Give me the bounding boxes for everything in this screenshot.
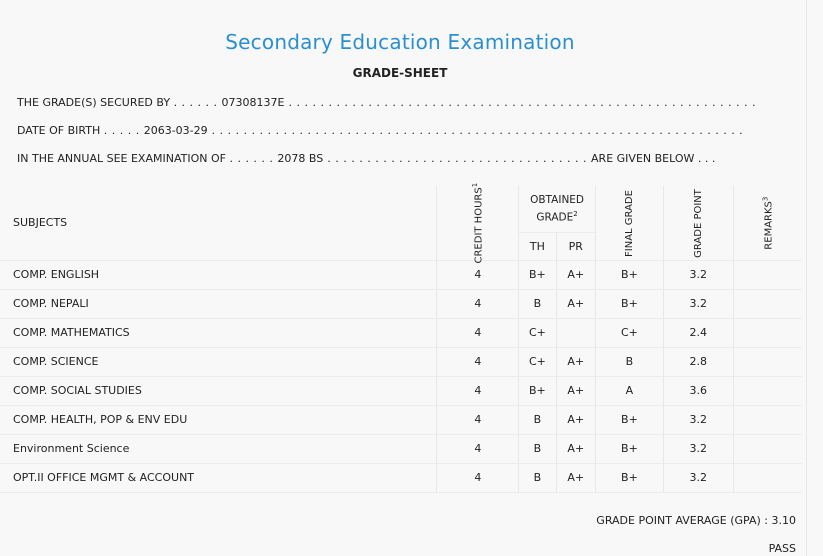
- table-row: [0, 405, 802, 434]
- remarks-cell: [733, 318, 802, 347]
- header-subjects: SUBJECTS: [0, 186, 437, 260]
- th-grade-cell: B: [519, 463, 556, 492]
- exam-year: 2078 BS: [277, 152, 324, 165]
- pr-grade-cell: A+: [556, 434, 595, 463]
- table-row: [0, 347, 802, 376]
- page-edge-divider: [806, 0, 807, 556]
- th-grade-cell: C+: [519, 347, 556, 376]
- final-grade-cell: C+: [595, 318, 663, 347]
- grade-point-cell: 2.8: [663, 347, 733, 376]
- remarks-cell: [733, 289, 802, 318]
- dob-value: 2063-03-29: [143, 124, 208, 137]
- final-grade-cell: B+: [595, 289, 663, 318]
- page-title: Secondary Education Examination: [225, 30, 575, 54]
- table-row: [0, 318, 802, 347]
- credit-cell: 4: [437, 405, 519, 434]
- pr-grade-cell: A+: [556, 289, 595, 318]
- gpa-value: 3.10: [771, 514, 796, 527]
- gpa-line: [596, 514, 796, 527]
- grade-point-cell: 2.4: [663, 318, 733, 347]
- remarks-cell: [733, 434, 802, 463]
- subject-cell: Environment Science: [0, 434, 437, 463]
- grade-point-cell: 3.2: [663, 463, 733, 492]
- header-credit-hours: CREDIT HOURS$^1$: [437, 186, 519, 260]
- remarks-cell: [733, 347, 802, 376]
- table-row: [0, 376, 802, 405]
- final-grade-cell: B: [595, 347, 663, 376]
- subject-cell: COMP. NEPALI: [0, 289, 437, 318]
- remarks-cell: [733, 405, 802, 434]
- final-grade-cell: B+: [595, 434, 663, 463]
- header-th: TH: [519, 232, 556, 260]
- subject-cell: OPT.II OFFICE MGMT & ACCOUNT: [0, 463, 437, 492]
- subject-cell: COMP. ENGLISH: [0, 260, 437, 289]
- final-grade-cell: B+: [595, 260, 663, 289]
- table-row: [0, 260, 802, 289]
- exam-line: IN THE ANNUAL SEE EXAMINATION OF . . . . . . 2078 BS . . . . . . . . . . . . . . . . . . . . . . . . . . . . . . . . . ARE GIVEN BELOW . . .: [17, 152, 716, 165]
- pr-grade-cell: A+: [556, 463, 595, 492]
- final-grade-cell: B+: [595, 463, 663, 492]
- symbol-number: 07308137E: [221, 96, 285, 109]
- subject-cell: COMP. HEALTH, POP & ENV EDU: [0, 405, 437, 434]
- subject-cell: COMP. SOCIAL STUDIES: [0, 376, 437, 405]
- header-grade-point: GRADE POINT: [663, 186, 733, 260]
- page-subtitle: GRADE-SHEET: [352, 66, 448, 80]
- grade-table: [0, 182, 802, 493]
- dob-line: DATE OF BIRTH . . . . . 2063-03-29 . . . . . . . . . . . . . . . . . . . . . . . . . . . . . . . . . . . . . . . . . . . . . . . . . . . . . . . . . . . . . . . . . . .: [17, 124, 744, 137]
- header-final-grade: FINAL GRADE: [595, 186, 663, 260]
- header-remarks: REMARKS$^3$: [733, 186, 802, 260]
- credit-cell: 4: [437, 463, 519, 492]
- table-row: [0, 289, 802, 318]
- header-obtained-grade: OBTAINED GRADE$^2$: [519, 186, 596, 232]
- final-grade-cell: B+: [595, 405, 663, 434]
- th-grade-cell: B: [519, 434, 556, 463]
- grade-point-cell: 3.2: [663, 260, 733, 289]
- subject-cell: COMP. MATHEMATICS: [0, 318, 437, 347]
- exam-suffix: ARE GIVEN BELOW . . .: [591, 152, 716, 165]
- th-grade-cell: B+: [519, 260, 556, 289]
- th-grade-cell: C+: [519, 318, 556, 347]
- header-pr: PR: [556, 232, 595, 260]
- credit-cell: 4: [437, 318, 519, 347]
- credit-cell: 4: [437, 376, 519, 405]
- secured-by-label: THE GRADE(S) SECURED BY: [17, 96, 171, 109]
- grade-point-cell: 3.2: [663, 405, 733, 434]
- pr-grade-cell: A+: [556, 376, 595, 405]
- remarks-cell: [733, 376, 802, 405]
- secured-by-line: THE GRADE(S) SECURED BY . . . . . . 07308137E . . . . . . . . . . . . . . . . . . . . . . . . . . . . . . . . . . . . . . . . . . . . . . . . . . . . . . . . . . .: [17, 96, 757, 109]
- credit-cell: 4: [437, 289, 519, 318]
- grade-point-cell: 3.2: [663, 289, 733, 318]
- th-grade-cell: B: [519, 405, 556, 434]
- credit-cell: 4: [437, 347, 519, 376]
- table-row: [0, 434, 802, 463]
- remarks-cell: [733, 260, 802, 289]
- pr-grade-cell: [556, 318, 595, 347]
- grade-point-cell: 3.2: [663, 434, 733, 463]
- exam-label: IN THE ANNUAL SEE EXAMINATION OF: [17, 152, 226, 165]
- final-grade-cell: A: [595, 376, 663, 405]
- pr-grade-cell: A+: [556, 347, 595, 376]
- pr-grade-cell: A+: [556, 260, 595, 289]
- result-status: PASS: [768, 542, 796, 555]
- dob-label: DATE OF BIRTH: [17, 124, 101, 137]
- remarks-cell: [733, 463, 802, 492]
- credit-cell: 4: [437, 260, 519, 289]
- pr-grade-cell: A+: [556, 405, 595, 434]
- gpa-label: GRADE POINT AVERAGE (GPA) :: [596, 514, 768, 527]
- grade-point-cell: 3.6: [663, 376, 733, 405]
- table-row: [0, 463, 802, 492]
- th-grade-cell: B: [519, 289, 556, 318]
- credit-cell: 4: [437, 434, 519, 463]
- th-grade-cell: B+: [519, 376, 556, 405]
- subject-cell: COMP. SCIENCE: [0, 347, 437, 376]
